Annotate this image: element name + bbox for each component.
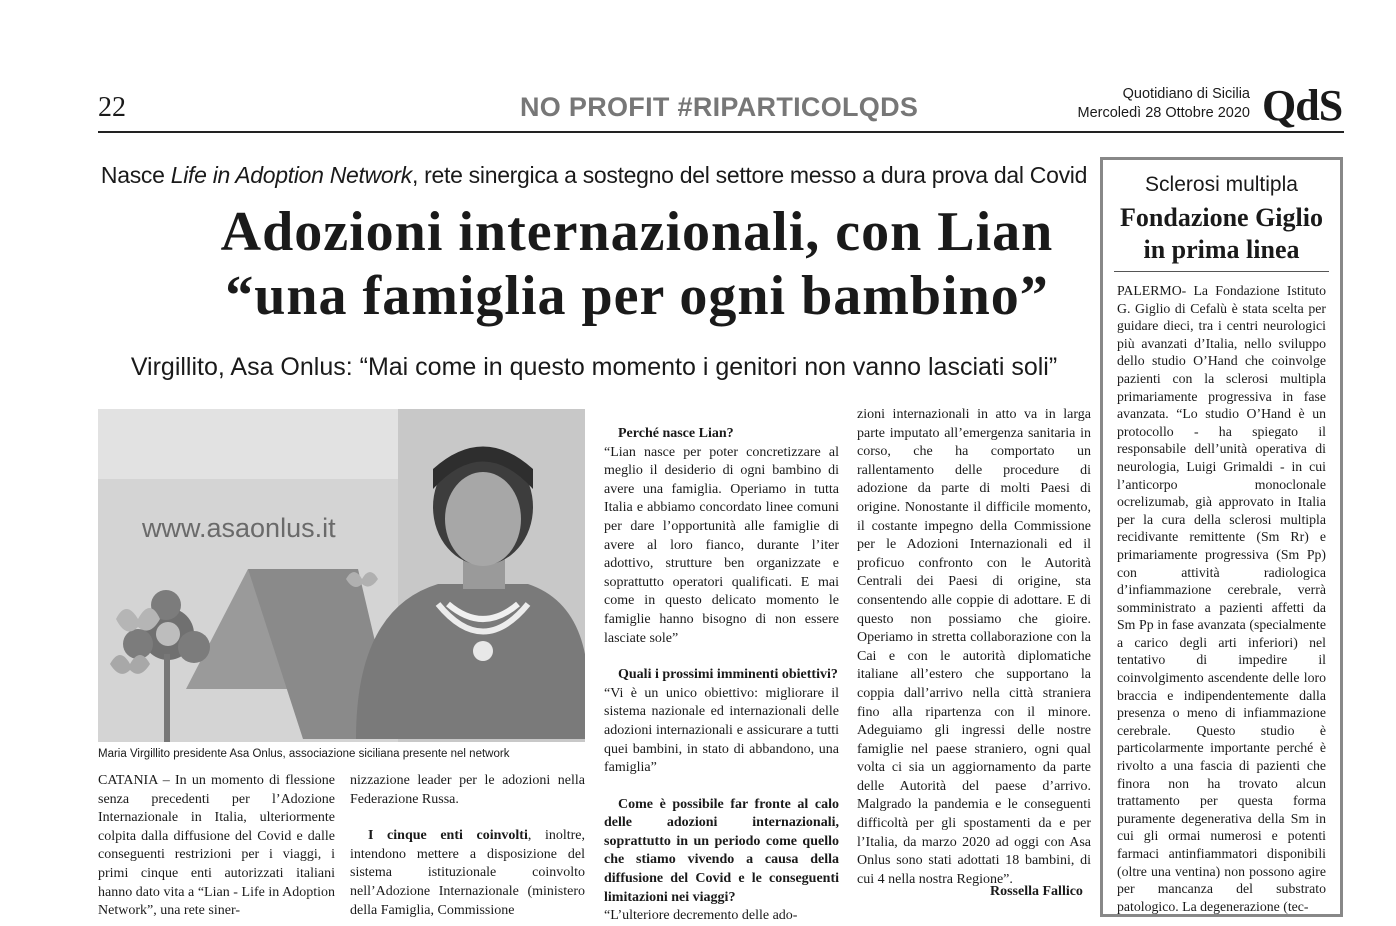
headline-line-2: “una famiglia per ogni bambino” [225,265,1049,327]
section-title: NO PROFIT #RIPARTICOLQDS [520,92,919,122]
interview-answer-3: “L’ulteriore decremento delle ado- [604,908,798,924]
sidebar-headline-line-2: in prima linea [1143,235,1300,264]
masthead-info [1078,85,1251,123]
kicker-post: , rete sinergica a sostegno del settore messo a dura prova dal Covid [411,162,1088,188]
interview-question-3: Come è possibile far fronte al calo delle adozioni internazionali, soprattutto in un periodo come quello che stiamo vivendo a causa della diffusione del Covid e le conseguenti limitazioni nei viaggi? [604,796,839,905]
sidebar-rule [1114,271,1329,272]
qds-logo: QdS [1262,81,1343,130]
kicker-pre: Nasce [100,162,171,188]
photo-sign-text: www.asaonlus.it [142,513,336,543]
sidebar-headline [1103,202,1340,266]
article-column-3 [604,425,839,926]
article-photo [98,409,585,742]
interview-answer-2: “Vi è un unico obiettivo: migliorare il sistema nazionale ed internazionali delle adozioni internazionali e assicurare a tutti quei bambini, in stato di abbandono, una famiglia” [604,685,839,776]
article-headline [98,200,1176,328]
interview-question-1: Perché nasce Lian? [618,426,734,441]
article-column-4 [857,406,1091,889]
interview-question-2: Quali i prossimi imminenti obiettivi? [618,667,838,683]
column-2-paragraph-2 [350,827,585,920]
photo-caption: Maria Virgillito presidente Asa Onlus, associazione siciliana presente nel network [98,748,510,760]
column-2-lead-bold: I cinque enti coinvolti [368,828,528,844]
paper-name: Quotidiano di Sicilia [1122,86,1250,102]
column-2-paragraph-2-text: , inoltre, intendono mettere a disposizione del sistema istituzionale coinvolto nell’Adozione Internazionale (ministero della Famiglia, Commissione [350,828,585,918]
sidebar-body: PALERMO- La Fondazione Istituto G. Giglio di Cefalù è stata scelta per guidare dieci, tra i centri neurologici più avanzati d’Italia, nello sviluppo dello studio O’Hand che coinvolge pazienti con la sclerosi multipla primariamente progressiva in fase avanzata. “Lo studio O’Hand è un protocollo - ha spiegato il responsabile dell’unità operativa di neurologia, Luigi Grimaldi - in cui l’anticorpo monoclonale ocrelizumab, già approvato in Italia per la cura della sclerosi multipla recidivante remittente (Sm Rr) e primariamente progressiva (Sm Pp) con attività radiologica d’infiammazione cerebrale, verrà somministrato a pazienti affetti da Sm Pp in fase avanzata (specialmente a carico degli arti inferiori) nel tentativo di impedire il coinvolgimento ascendente delle loro braccia e indipendentemente dalla presenza o meno di infiammazione cerebrale. Questo studio è particolarmente importante perché è rivolto a una fascia di pazienti che finora non ha trovato alcun trattamento per questa forma puramente degenerativa della Sm in cui gli ormai numerosi e potenti farmaci antinfiammatori disponibili (oltre una ventina) non possono agire per mancanza del substrato patologico. La degenerazione (tec- [1117,283,1326,914]
interview-answer-1: “Lian nasce per poter concretizzare al meglio il desiderio di ogni bambino di avere una famiglia. Operiamo in tutta Italia e abbiamo concordato linee comuni per dare l’opportunità alle famiglie di avere al loro fianco, durante l’iter adottivo, strutture ben organizzate e soprattutto operatori qualificati. E mai come in questo delicato momento le famiglie hanno bisogno di non essere lasciate sole” [604,444,839,646]
sidebar-kicker: Sclerosi multipla [1145,173,1298,196]
column-2-paragraph-1: nizzazione leader per le adozioni nella Federazione Russa. [350,773,585,807]
header-rule [98,131,1344,133]
column-4-text: zioni internazionali in atto va in larga parte imputato all’emergenza sanitaria in corso, che ha comportato un rallentamento delle procedure di adozione da parte di molti Paesi di origine. Nonostante il difficile momento, il costante impegno della Commissione per le Adozioni Internazionali ed il proficuo confronto con le Autorità Centrali dei Paesi di origine, sta consentendo alle coppie di adottare. E di questo non possiamo che gioire. Operiamo in stretta collaborazione con la Cai e con le autorità diplomatiche italiane all’estero che supportano la coppia dall’arrivo nella città straniera fino alla ripartenza con il minore. Adeguiamo gli ingressi delle nostre famiglie nel paese straniero, ogni qual volta ci sia un aggiornamento da parte delle Autorità del paese d’arrivo. Malgrado la pandemia e le conseguenti difficoltà per gli spostamenti da e per l’Italia, da marzo 2020 ad oggi con Asa Onlus sono stati adottati 18 bambini, di cui 4 nella nostra Regione”. [857,407,1091,887]
page-number: 22 [98,92,126,123]
article-subtitle: Virgillito, Asa Onlus: “Mai come in questo momento i genitori non vanno lasciati soli” [130,353,1058,381]
column-1-text: CATANIA – In un momento di flessione senza precedenti per l’Adozione Internazionale in Italia, ulteriormente colpita dalla diffusione del Covid e dalle conseguenti restrizioni per i viaggi, i primi cinque enti autorizzati italiani hanno dato vita a “Lian - Life in Adoption Network”, una rete siner- [98,773,335,919]
sidebar-headline-line-1: Fondazione Giglio [1120,203,1323,232]
article-column-2 [350,772,585,920]
article-kicker [98,162,1090,189]
author-signature: Rossella Fallico [990,884,1083,899]
kicker-network-name: Life in Adoption Network [170,162,412,188]
issue-date: Mercoledì 28 Ottobre 2020 [1077,105,1250,121]
photo-illustration [98,409,585,742]
headline-line-1: Adozioni internazionali, con Lian [220,201,1054,263]
article-column-1 [98,772,335,921]
